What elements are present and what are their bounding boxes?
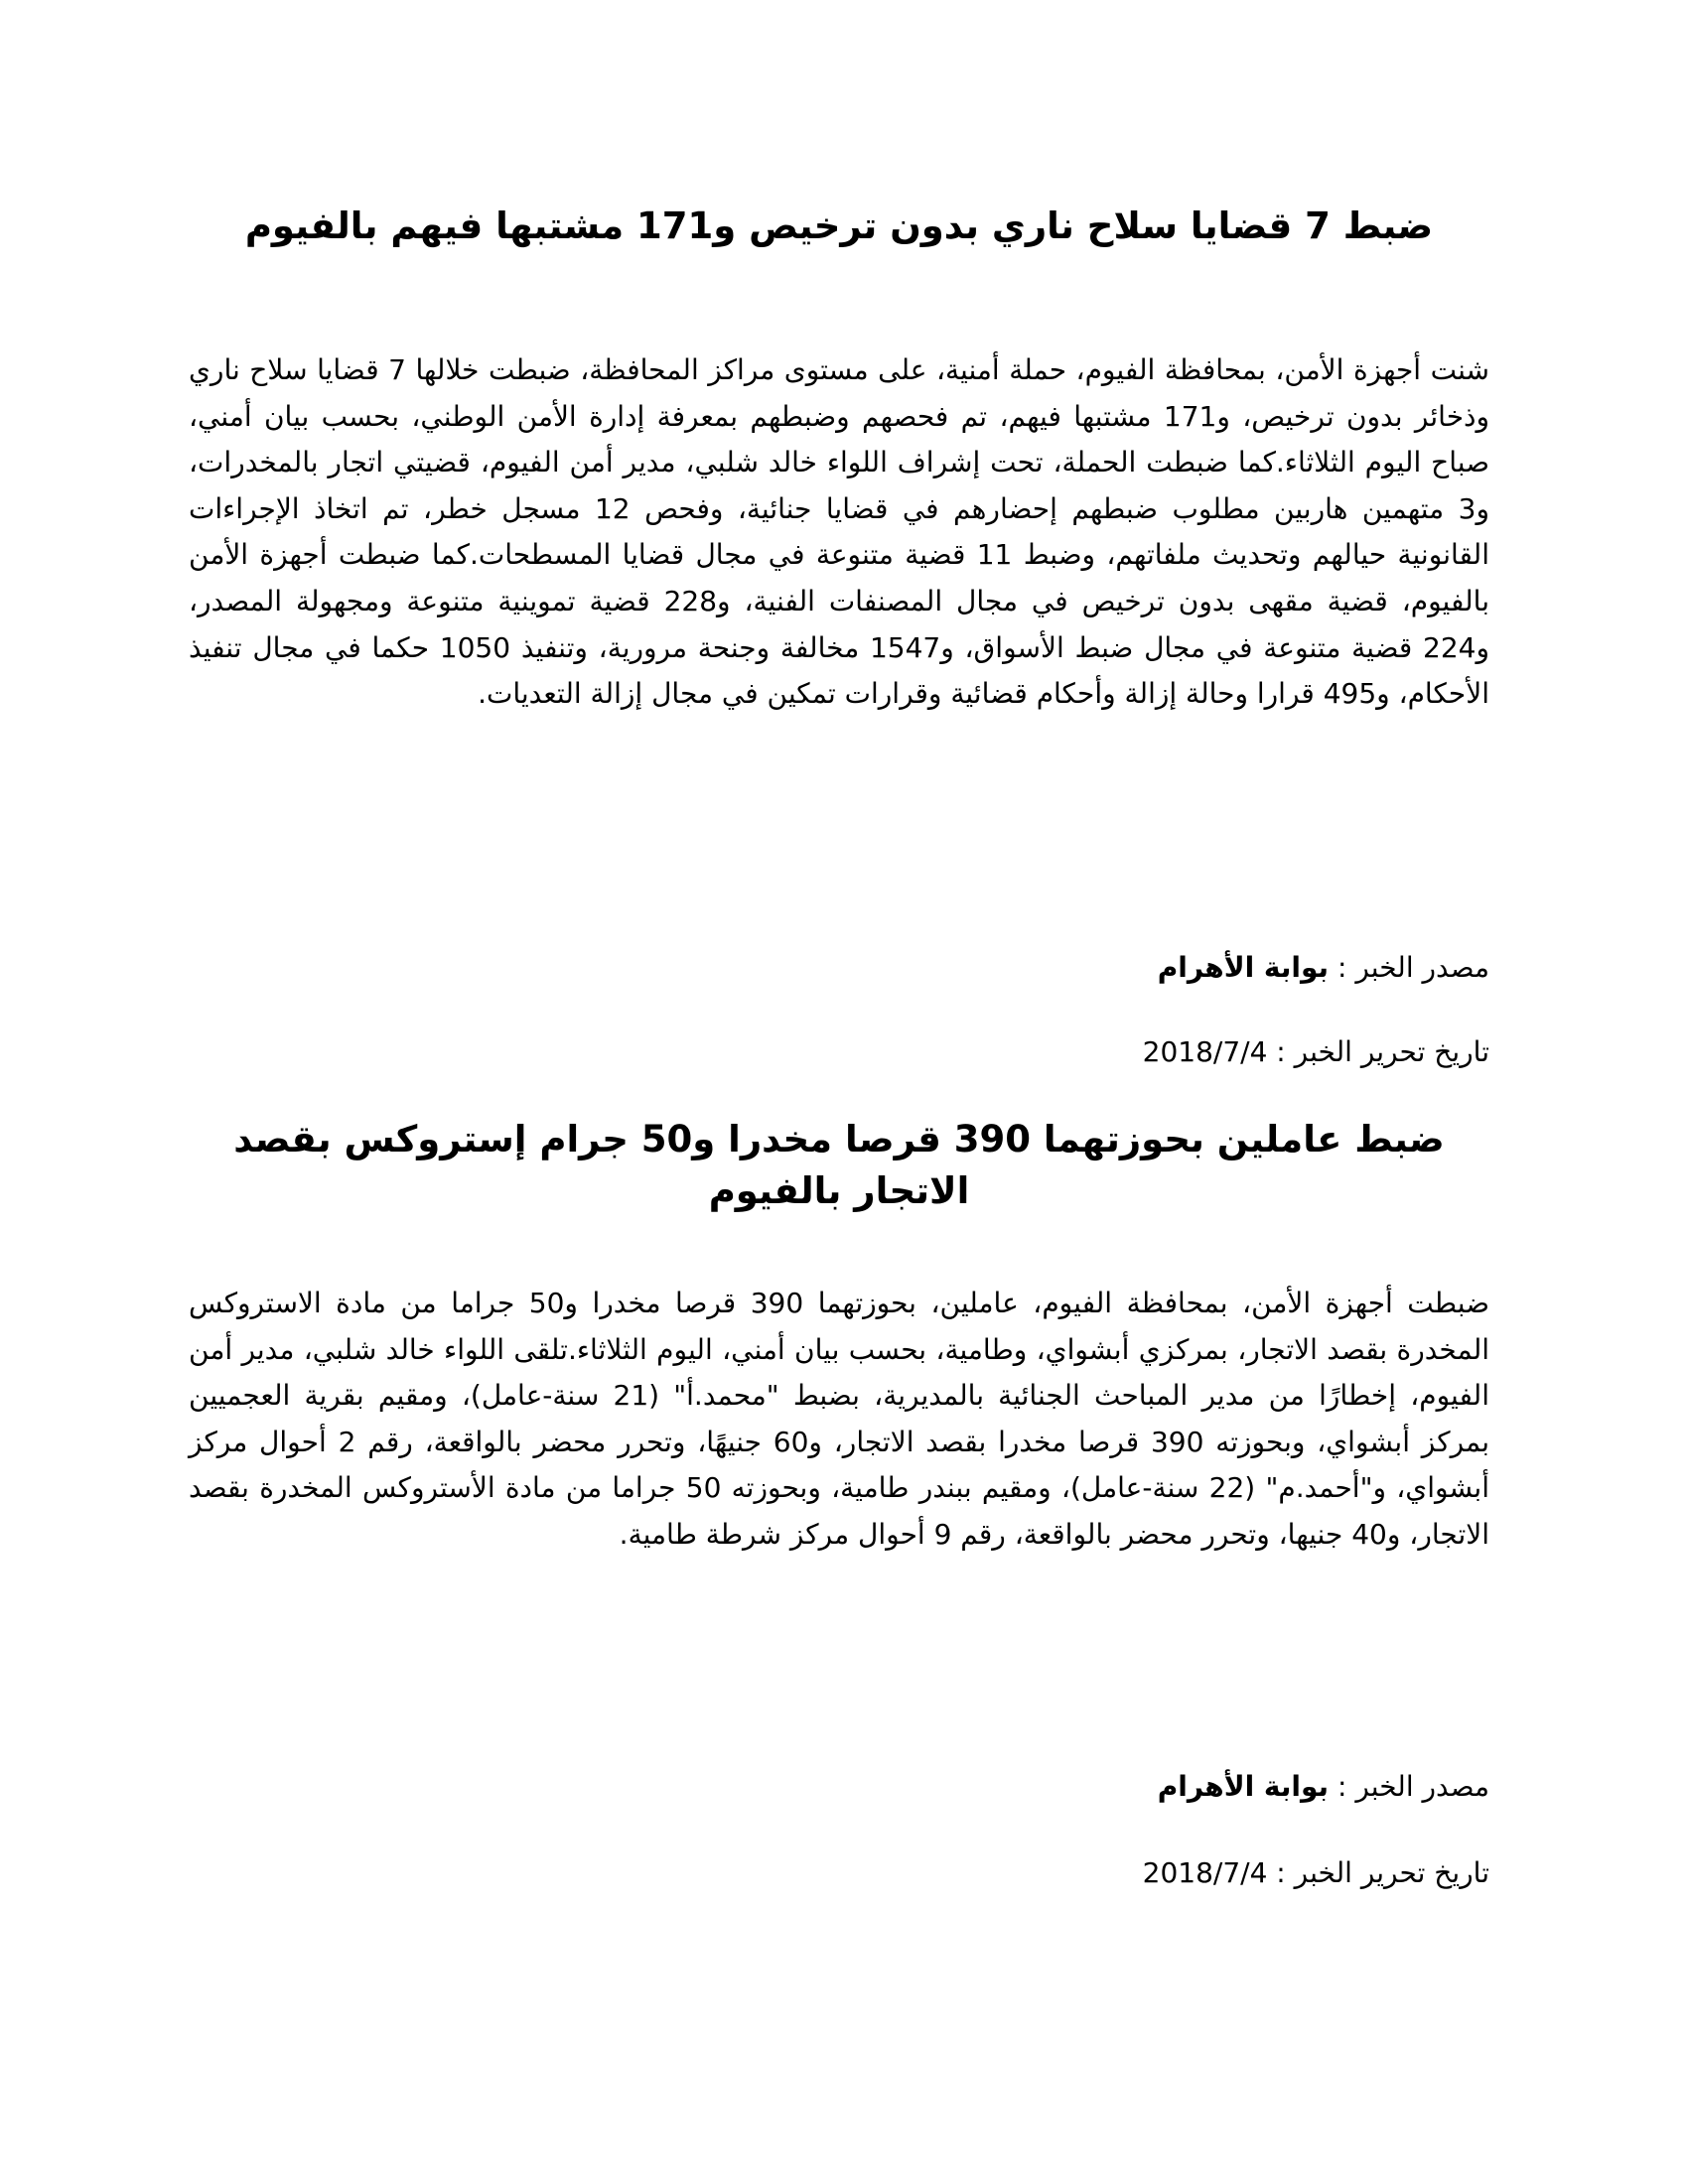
article-2-title: ضبط عاملين بحوزتهما 390 قرصا مخدرا و50 جرام إستروكس بقصد الاتجار بالفيوم: [233, 1118, 1445, 1212]
document-page: [189, 0, 1489, 2184]
article-2-date-line: [189, 1853, 1489, 1893]
article-2-body: ضبطت أجهزة الأمن، بمحافظة الفيوم، عاملين، بحوزتهما 390 قرصا مخدرا و50 جراما من مادة الاستروكس المخدرة بقصد الاتجار، بمركزي أبشواي، وطامية، بحسب بيان أمني، اليوم الثلاثاء.تلقى اللواء خالد شلبي، مدير أمن الفيوم، إخطارًا من مدير المباحث الجنائية بالمديرية، بضبط "محمد.أ" (21 سنة-عامل)، ومقيم بقرية العجميين بمركز أبشواي، وبحوزته 390 قرصا مخدرا بقصد الاتجار، و60 جنيهًا، وتحرر محضر بالواقعة، رقم 2 أحوال مركز أبشواي، و"أحمد.م" (22 سنة-عامل)، ومقيم ببندر طامية، وبحوزته 50 جراما من مادة الأستروكس المخدرة بقصد الاتجار، و40 جنيها، وتحرر محضر بالواقعة، رقم 9 أحوال مركز شرطة طامية.: [189, 1287, 1490, 1551]
article-2-source-line: [189, 1767, 1489, 1807]
source-value: بوابة الأهرام: [1157, 1770, 1330, 1803]
date-label: تاريخ تحرير الخبر :: [1276, 1035, 1489, 1068]
article-1-title: ضبط 7 قضايا سلاح ناري بدون ترخيص و171 مشتبها فيهم بالفيوم: [244, 205, 1434, 247]
article-1-body: شنت أجهزة الأمن، بمحافظة الفيوم، حملة أمنية، على مستوى مراكز المحافظة، ضبطت خلالها 7 قضايا سلاح ناري وذخائر بدون ترخيص، و171 مشتبها فيهم، تم فحصهم وضبطهم بمعرفة إدارة الأمن الوطني، بحسب بيان أمني، صباح اليوم الثلاثاء.كما ضبطت الحملة، تحت إشراف اللواء خالد شلبي، مدير أمن الفيوم، قضيتي اتجار بالمخدرات، و3 متهمين هاربين مطلوب ضبطهم إحضارهم في قضايا جنائية، وفحص 12 مسجل خطر، تم اتخاذ الإجراءات القانونية حيالهم وتحديث ملفاتهم، وضبط 11 قضية متنوعة في مجال قضايا المسطحات.كما ضبطت أجهزة الأمن بالفيوم، قضية مقهى بدون ترخيص في مجال المصنفات الفنية، و228 قضية تموينية متنوعة ومجهولة المصدر، و224 قضية متنوعة في مجال ضبط الأسواق، و1547 مخالفة وجنحة مرورية، وتنفيذ 1050 حكما في مجال تنفيذ الأحكام، و495 قرارا وحالة إزالة وأحكام قضائية وقرارات تمكين في مجال إزالة التعديات.: [189, 353, 1490, 711]
source-label: مصدر الخبر :: [1336, 1770, 1489, 1803]
article-1-source-line: [189, 948, 1489, 988]
source-label: مصدر الخبر :: [1336, 951, 1489, 984]
date-value: 2018/7/4: [1142, 1856, 1268, 1889]
article-1-date-line: [189, 1032, 1489, 1072]
source-value: بوابة الأهرام: [1157, 951, 1330, 984]
date-value: 2018/7/4: [1142, 1035, 1268, 1068]
date-label: تاريخ تحرير الخبر :: [1276, 1856, 1489, 1889]
